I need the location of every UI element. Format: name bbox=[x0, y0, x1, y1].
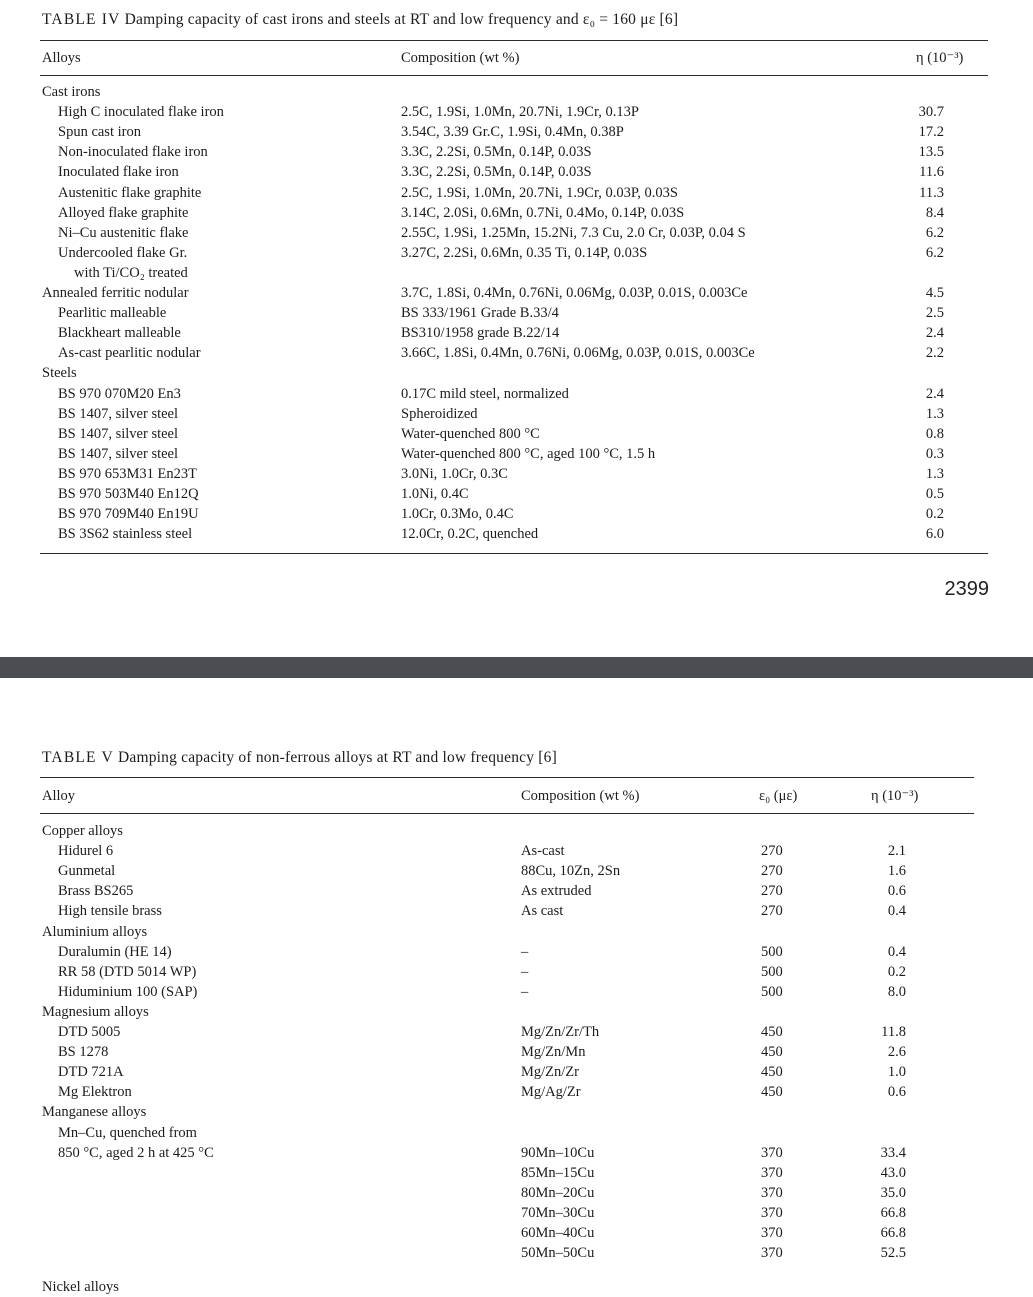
table5-cell-alloy: Hiduminium 100 (SAP) bbox=[58, 983, 198, 1000]
table4-cell-alloy: Ni–Cu austenitic flake bbox=[58, 224, 189, 241]
table4-cell-alloy: Spun cast iron bbox=[58, 124, 141, 141]
table4-cell-composition: 3.27C, 2.2Si, 0.6Mn, 0.35 Ti, 0.14P, 0.03S bbox=[401, 244, 648, 261]
table5-cell-alloy: Mg Elektron bbox=[58, 1084, 132, 1101]
table4-cell-alloy: Inoculated flake iron bbox=[58, 164, 179, 181]
table4-cell-eta: 0.8 bbox=[925, 425, 944, 442]
table4-caption-text: Damping capacity of cast irons and steels at RT and low frequency and ε₀ = 160 με [6] bbox=[124, 11, 679, 28]
table4-cell-alloy: BS 970 503M40 En12Q bbox=[58, 486, 199, 502]
table5-cell-alloy: Hidurel 6 bbox=[58, 843, 114, 860]
table5-cell-composition: As-cast bbox=[521, 843, 565, 860]
table4-cell-eta: 0.5 bbox=[925, 486, 944, 502]
page-divider bbox=[0, 657, 1033, 678]
table5-cell-eps: 270 bbox=[761, 843, 783, 860]
table4-cell-eta: 2.4 bbox=[925, 325, 944, 342]
table4-header-composition: Composition (wt %) bbox=[401, 50, 520, 66]
table4-cell-eta: 6.0 bbox=[925, 526, 944, 543]
table4-cell-composition: 3.7C, 1.8Si, 0.4Mn, 0.76Ni, 0.06Mg, 0.03P, 0.01S, 0.003Ce bbox=[401, 285, 748, 301]
table5-cell-composition: – bbox=[521, 983, 529, 1000]
table4-cell-alloy: with Ti/CO₂ treated bbox=[74, 264, 188, 281]
table4-cell-alloy: BS 1407, silver steel bbox=[58, 405, 179, 422]
table5-cell-eps: 450 bbox=[761, 1024, 783, 1040]
table5-cell-composition: As extruded bbox=[521, 883, 592, 900]
table4-cell-alloy: Undercooled flake Gr. bbox=[58, 244, 188, 261]
table4-cell-composition: 3.3C, 2.2Si, 0.5Mn, 0.14P, 0.03S bbox=[401, 144, 592, 161]
table5-cell-composition: Mg/Zn/Zr bbox=[521, 1064, 579, 1081]
table5-cell-composition: 90Mn–10Cu bbox=[521, 1144, 595, 1161]
table4-cell-eta: 2.2 bbox=[925, 345, 944, 362]
table5-cell-eta: 66.8 bbox=[880, 1204, 906, 1221]
table5-cell-composition: 85Mn–15Cu bbox=[521, 1164, 595, 1181]
table4-cell-composition: 0.17C mild steel, normalized bbox=[401, 385, 569, 402]
table4-cell-composition: 3.54C, 3.39 Gr.C, 1.9Si, 0.4Mn, 0.38P bbox=[401, 124, 624, 141]
table4-group-label: Steels bbox=[42, 365, 77, 382]
table5-header-rule bbox=[40, 813, 974, 814]
table4-cell-composition: 12.0Cr, 0.2C, quenched bbox=[401, 526, 539, 543]
table5-cell-eta: 0.6 bbox=[887, 883, 906, 900]
table5-cell-alloy: Brass BS265 bbox=[58, 883, 134, 900]
table4-cell-eta: 2.4 bbox=[925, 385, 944, 402]
table5-cell-eps: 370 bbox=[761, 1225, 783, 1241]
table4-cell-composition: 1.0Cr, 0.3Mo, 0.4C bbox=[401, 506, 514, 523]
table4-header-alloys: Alloys bbox=[42, 50, 81, 66]
table4-cell-alloy: High C inoculated flake iron bbox=[58, 104, 224, 121]
table5-cell-composition: Mg/Ag/Zr bbox=[521, 1084, 581, 1101]
table5-header-eta: η (10⁻³) bbox=[871, 788, 919, 804]
table5-cell-eta: 33.4 bbox=[880, 1144, 906, 1161]
table5-cell-eta: 0.4 bbox=[887, 903, 906, 920]
table5-cell-eps: 450 bbox=[761, 1044, 783, 1061]
table4-cell-composition: Water-quenched 800 °C bbox=[401, 425, 540, 442]
table5-cell-eps: 270 bbox=[761, 903, 783, 920]
table4-bottom-rule bbox=[40, 553, 988, 554]
table5-cell-eps: 270 bbox=[761, 883, 783, 900]
table4-cell-eta: 0.2 bbox=[925, 506, 944, 523]
table4-cell-alloy: Alloyed flake graphite bbox=[58, 204, 189, 221]
table5-cell-eps: 500 bbox=[761, 943, 783, 960]
table5-cell-alloy: 850 °C, aged 2 h at 425 °C bbox=[58, 1144, 214, 1161]
table4-cell-alloy: Austenitic flake graphite bbox=[58, 184, 202, 201]
table5-cell-alloy: DTD 721A bbox=[58, 1064, 124, 1081]
table4-cell-eta: 2.5 bbox=[925, 305, 944, 322]
table5-cell-eta: 52.5 bbox=[880, 1245, 906, 1262]
table5-cell-eta: 66.8 bbox=[880, 1225, 906, 1241]
table4-caption-label: TABLE IV bbox=[42, 11, 121, 28]
table5-group-label: Magnesium alloys bbox=[42, 1003, 149, 1020]
table5-cell-alloy: BS 1278 bbox=[58, 1044, 109, 1061]
table4-cell-composition: 3.0Ni, 1.0Cr, 0.3C bbox=[401, 465, 508, 482]
table5-cell-alloy: RR 58 (DTD 5014 WP) bbox=[58, 963, 197, 980]
table5-cell-eta: 1.6 bbox=[887, 863, 906, 880]
table5-cell-composition: Mg/Zn/Mn bbox=[521, 1044, 586, 1061]
table4-cell-composition: 2.5C, 1.9Si, 1.0Mn, 20.7Ni, 1.9Cr, 0.03P, 0.03S bbox=[401, 184, 678, 201]
table5-cell-eta: 43.0 bbox=[880, 1164, 906, 1181]
table5-cell-alloy: Mn–Cu, quenched from bbox=[58, 1124, 197, 1141]
table4-cell-composition: Water-quenched 800 °C, aged 100 °C, 1.5 h bbox=[401, 445, 656, 462]
table5-cell-eps: 370 bbox=[761, 1184, 783, 1201]
table4-cell-alloy: BS 970 070M20 En3 bbox=[58, 385, 181, 402]
table5-cell-eta: 1.0 bbox=[887, 1064, 906, 1081]
table5-caption-text: Damping capacity of non-ferrous alloys at RT and low frequency [6] bbox=[117, 749, 557, 766]
table4-cell-composition: 3.66C, 1.8Si, 0.4Mn, 0.76Ni, 0.06Mg, 0.03P, 0.01S, 0.003Ce bbox=[401, 345, 755, 362]
table4-cell-eta: 13.5 bbox=[918, 144, 944, 161]
table4-cell-composition: BS310/1958 grade B.22/14 bbox=[401, 325, 560, 342]
table4-cell-eta: 17.2 bbox=[918, 124, 944, 141]
table4-top-rule bbox=[40, 40, 988, 41]
table4-header-rule bbox=[40, 75, 988, 76]
table5-header-alloy: Alloy bbox=[42, 788, 76, 804]
table5-cell-eps: 500 bbox=[761, 963, 783, 980]
table4-cell-composition: BS 333/1961 Grade B.33/4 bbox=[401, 305, 559, 322]
table5-cell-eps: 450 bbox=[761, 1084, 783, 1101]
table4-cell-alloy: BS 1407, silver steel bbox=[58, 445, 179, 462]
table5-cell-eta: 2.1 bbox=[887, 843, 906, 860]
table5-cell-eps: 450 bbox=[761, 1064, 783, 1081]
table4-cell-alloy: As-cast pearlitic nodular bbox=[58, 345, 201, 362]
table4-cell-alloy: BS 3S62 stainless steel bbox=[58, 526, 193, 543]
table4-cell-alloy: Non-inoculated flake iron bbox=[58, 144, 208, 161]
table4-cell-composition: 2.5C, 1.9Si, 1.0Mn, 20.7Ni, 1.9Cr, 0.13P bbox=[401, 104, 639, 121]
table5-cell-composition: – bbox=[521, 963, 529, 980]
table5-cell-eps: 270 bbox=[761, 863, 783, 880]
table4-cell-eta: 30.7 bbox=[918, 104, 944, 121]
table4-group-label: Annealed ferritic nodular bbox=[42, 285, 189, 301]
table5-cell-eps: 370 bbox=[761, 1144, 783, 1161]
table4-cell-alloy: Pearlitic malleable bbox=[58, 305, 167, 322]
table5-cell-eps: 370 bbox=[761, 1245, 783, 1262]
table5-cell-eps: 500 bbox=[761, 983, 783, 1000]
table4-cell-eta: 6.2 bbox=[925, 244, 944, 261]
table4-cell-eta: 8.4 bbox=[925, 204, 944, 221]
table4-cell-eta: 11.6 bbox=[919, 164, 944, 181]
table5-cell-eps: 370 bbox=[761, 1164, 783, 1181]
table5-cell-alloy: Duralumin (HE 14) bbox=[58, 943, 172, 960]
table4-cell-eta: 1.3 bbox=[925, 465, 944, 482]
table5-cell-eta: 11.8 bbox=[881, 1024, 906, 1040]
page-bottom bbox=[0, 678, 1033, 1296]
table5-cell-eps: 370 bbox=[761, 1204, 783, 1221]
table4-cell-composition: 1.0Ni, 0.4C bbox=[401, 486, 469, 502]
table5-cell-alloy: High tensile brass bbox=[58, 903, 162, 920]
table5-cell-composition: 70Mn–30Cu bbox=[521, 1204, 595, 1221]
table5-cell-eta: 0.2 bbox=[887, 963, 906, 980]
table4-cell-eta: 11.3 bbox=[919, 184, 944, 201]
table5-group-label: Aluminium alloys bbox=[42, 923, 148, 940]
table5-cell-eta: 35.0 bbox=[880, 1184, 906, 1201]
table5-cell-eta: 0.6 bbox=[887, 1084, 906, 1101]
table4-cell-alloy: BS 1407, silver steel bbox=[58, 425, 179, 442]
table5-header-composition: Composition (wt %) bbox=[521, 788, 640, 804]
table4-cell-composition: 3.14C, 2.0Si, 0.6Mn, 0.7Ni, 0.4Mo, 0.14P, 0.03S bbox=[401, 204, 685, 221]
table5-cell-composition: 60Mn–40Cu bbox=[521, 1225, 595, 1241]
table4-cell-eta: 1.3 bbox=[925, 405, 944, 422]
table5-cell-alloy: Gunmetal bbox=[58, 863, 116, 880]
table4-cell-alloy: BS 970 709M40 En19U bbox=[58, 506, 199, 523]
table5-group-label: Manganese alloys bbox=[42, 1104, 147, 1121]
table4-cell-eta: 0.3 bbox=[925, 445, 944, 462]
table4-header-eta: η (10⁻³) bbox=[916, 50, 964, 66]
table4-cell-eta: 6.2 bbox=[925, 224, 944, 241]
table5-cell-composition: Mg/Zn/Zr/Th bbox=[521, 1024, 600, 1040]
table5-group-label: Nickel alloys bbox=[42, 1279, 119, 1296]
table5-header-eps: ε₀ (με) bbox=[759, 788, 798, 804]
table5-caption-label: TABLE V bbox=[42, 749, 114, 766]
table5-cell-alloy: DTD 5005 bbox=[58, 1024, 121, 1040]
table5-cell-eta: 8.0 bbox=[887, 983, 906, 1000]
table4-caption bbox=[42, 11, 678, 29]
table5-top-rule bbox=[40, 777, 974, 778]
table5-cell-composition: 80Mn–20Cu bbox=[521, 1184, 595, 1201]
table4-group-label: Cast irons bbox=[42, 84, 101, 100]
table5-cell-composition: – bbox=[521, 943, 529, 960]
page-number: 2399 bbox=[944, 578, 989, 600]
table5-group-label: Copper alloys bbox=[42, 823, 123, 839]
table4-cell-composition: 3.3C, 2.2Si, 0.5Mn, 0.14P, 0.03S bbox=[401, 164, 592, 181]
table5-cell-composition: 50Mn–50Cu bbox=[521, 1245, 595, 1262]
table5-cell-eta: 0.4 bbox=[887, 943, 906, 960]
table4-cell-eta: 4.5 bbox=[925, 285, 944, 301]
table5-cell-composition: As cast bbox=[521, 903, 564, 920]
table4-cell-composition: 2.55C, 1.9Si, 1.25Mn, 15.2Ni, 7.3 Cu, 2.0 Cr, 0.03P, 0.04 S bbox=[401, 224, 746, 241]
table4-cell-alloy: Blackheart malleable bbox=[58, 325, 181, 342]
table4-cell-alloy: BS 970 653M31 En23T bbox=[58, 465, 197, 482]
table5-cell-eta: 2.6 bbox=[887, 1044, 906, 1061]
table4-cell-composition: Spheroidized bbox=[401, 405, 478, 422]
table5-cell-composition: 88Cu, 10Zn, 2Sn bbox=[521, 863, 621, 880]
table5-caption bbox=[42, 749, 557, 767]
